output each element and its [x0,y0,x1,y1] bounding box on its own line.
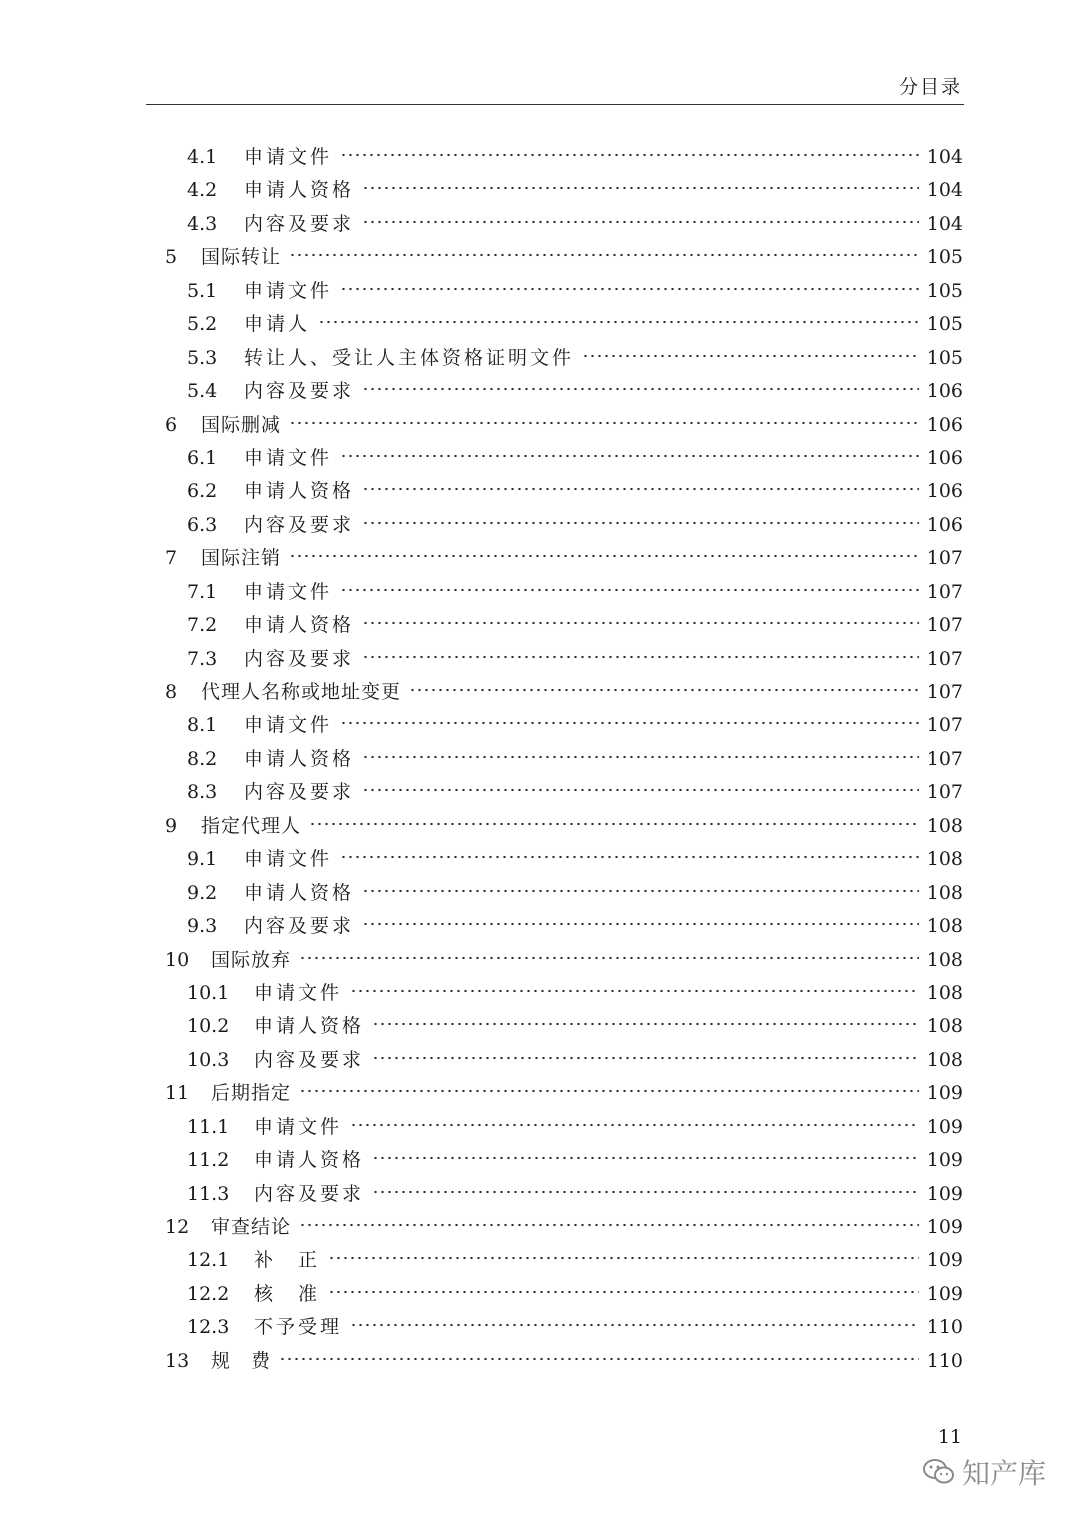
toc-entry-number: 6.2 [187,480,218,503]
toc-entry [165,241,963,274]
toc-entry-page: 108 [926,848,963,871]
toc-entry-title: 内容及要求 [244,513,355,536]
toc-entry [165,944,963,977]
toc-entry-page: 105 [926,346,963,369]
toc-entry-title: 申请人资格 [244,747,355,770]
toc-entry-title: 申请人资格 [254,1015,365,1038]
toc-entry-page: 107 [926,647,963,670]
toc-leader-dots [362,651,919,663]
toc-entry-title: 转让人、受让人主体资格证明文件 [244,346,575,369]
toc-entry [165,743,963,776]
toc-entry-title: 审查结论 [211,1216,292,1238]
toc-entry-number: 10.1 [187,981,230,1004]
toc-entry-page: 109 [926,1115,963,1138]
toc-entry-title: 申请人资格 [254,1149,365,1172]
toc-entry-title: 国际转让 [201,246,282,269]
toc-entry-number: 12 [165,1216,190,1238]
toc-entry [165,1144,963,1177]
toc-entry [165,509,963,542]
toc-leader-dots [362,182,919,194]
toc-entry-title: 国际注销 [201,547,282,570]
toc-leader-dots [362,918,919,930]
toc-entry-number: 8.1 [187,714,218,737]
toc-entry-number: 11.1 [187,1115,230,1138]
toc-entry [165,643,963,676]
toc-entry [165,208,963,241]
toc-entry [165,676,963,709]
toc-entry-title: 内容及要求 [254,1048,365,1071]
toc-entry-title: 内容及要求 [244,212,355,235]
toc-entry-page: 110 [926,1349,963,1372]
toc-leader-dots [362,885,919,897]
toc-entry-title: 申请文件 [244,714,333,737]
toc-entry-page: 108 [926,981,963,1004]
toc-entry [165,1244,963,1277]
toc-entry-title: 不予受理 [254,1316,343,1339]
toc-entry-title: 申请文件 [244,848,333,871]
toc-entry-page: 105 [926,313,963,336]
toc-entry-title: 核 准 [254,1282,321,1305]
toc-entry-number: 8.3 [187,781,218,804]
toc-leader-dots [299,1085,919,1097]
toc-entry-page: 106 [926,480,963,503]
toc-entry-page: 107 [926,781,963,804]
toc-leader-dots [299,952,919,964]
toc-entry [165,275,963,308]
toc-leader-dots [340,851,919,863]
toc-entry-number: 5.2 [187,313,218,336]
toc-entry-number: 12.2 [187,1282,230,1305]
watermark [922,1452,1046,1492]
toc-leader-dots [289,550,919,562]
toc-entry-number: 4.1 [187,146,218,168]
toc-entry-title: 申请人资格 [244,480,355,503]
toc-entry-number: 13 [165,1349,190,1372]
toc-entry-title: 内容及要求 [244,915,355,938]
toc-leader-dots [289,249,919,261]
toc-entry [165,308,963,341]
toc-entry-title: 申请文件 [254,981,343,1004]
toc-entry-title: 申请文件 [244,279,333,302]
toc-entry-number: 9 [165,814,178,837]
toc-entry [165,609,963,642]
toc-entry-title: 指定代理人 [201,814,302,837]
toc-leader-dots [350,1119,919,1131]
toc-entry-page: 109 [926,1216,963,1238]
toc-entry-page: 107 [926,614,963,637]
toc-entry-number: 7 [165,547,178,570]
toc-leader-dots [328,1252,919,1264]
toc-entry-number: 5.4 [187,380,218,403]
toc-entry-number: 10.3 [187,1048,230,1071]
table-of-contents [165,141,963,1378]
toc-entry [165,1044,963,1077]
toc-leader-dots [340,584,919,596]
toc-entry-title: 申请文件 [244,580,333,603]
toc-entry-page: 107 [926,747,963,770]
toc-entry [165,709,963,742]
toc-entry-title: 申请人 [244,313,311,336]
toc-leader-dots [318,316,919,328]
toc-entry [165,141,963,174]
toc-leader-dots [340,450,919,462]
toc-entry [165,1178,963,1211]
toc-entry-number: 4.3 [187,212,218,235]
toc-entry-title: 申请人资格 [244,881,355,904]
toc-leader-dots [340,283,919,295]
toc-entry-number: 5.3 [187,346,218,369]
toc-entry [165,843,963,876]
toc-leader-dots [372,1186,919,1198]
toc-entry-number: 6 [165,413,178,436]
toc-leader-dots [328,1286,919,1298]
toc-leader-dots [362,383,919,395]
toc-entry-page: 109 [926,1249,963,1272]
toc-entry [165,877,963,910]
toc-entry-page: 108 [926,915,963,938]
toc-entry-number: 9.1 [187,848,218,871]
toc-entry [165,1111,963,1144]
toc-leader-dots [362,216,919,228]
toc-leader-dots [362,784,919,796]
toc-entry-page: 107 [926,580,963,603]
toc-entry-title: 申请文件 [244,146,333,168]
toc-entry-page: 106 [926,413,963,436]
header-title: 分目录 [898,76,962,98]
toc-leader-dots [362,483,919,495]
toc-entry [165,910,963,943]
toc-leader-dots [340,149,919,161]
toc-entry-number: 7.2 [187,614,218,637]
toc-entry-page: 109 [926,1182,963,1205]
toc-entry-number: 8.2 [187,747,218,770]
watermark-text: 知产库 [961,1457,1046,1490]
toc-entry [165,776,963,809]
toc-entry-number: 5.1 [187,279,218,302]
toc-entry [165,542,963,575]
toc-leader-dots [372,1018,919,1030]
toc-entry-title: 申请人资格 [244,179,355,202]
toc-entry-title: 国际删减 [201,413,282,436]
toc-entry [165,174,963,207]
toc-entry-number: 7.1 [187,580,218,603]
toc-entry-title: 规 费 [211,1349,272,1372]
toc-entry [165,977,963,1010]
toc-leader-dots [582,350,919,362]
toc-leader-dots [362,751,919,763]
page-number: 11 [937,1426,962,1448]
toc-entry [165,409,963,442]
toc-entry-page: 107 [926,681,963,703]
toc-entry-title: 申请人资格 [244,614,355,637]
toc-entry-number: 9.3 [187,915,218,938]
toc-entry [165,1278,963,1311]
toc-entry-title: 后期指定 [211,1082,292,1105]
toc-leader-dots [350,1319,919,1331]
toc-entry [165,1211,963,1244]
toc-leader-dots [409,684,919,696]
toc-entry [165,810,963,843]
toc-entry-number: 11.3 [187,1182,230,1205]
toc-entry-number: 9.2 [187,881,218,904]
toc-entry [165,375,963,408]
toc-entry-title: 补 正 [254,1249,321,1272]
toc-entry-page: 105 [926,279,963,302]
header-rule [146,104,964,105]
toc-entry-page: 104 [926,146,963,168]
toc-entry-title: 代理人名称或地址变更 [201,681,402,703]
toc-entry-page: 108 [926,814,963,837]
toc-leader-dots [362,517,919,529]
toc-entry-page: 109 [926,1082,963,1105]
toc-entry [165,475,963,508]
toc-entry-page: 106 [926,446,963,469]
toc-entry-number: 4.2 [187,179,218,202]
toc-entry-title: 内容及要求 [244,781,355,804]
toc-entry [165,1345,963,1378]
toc-entry-page: 105 [926,246,963,269]
toc-entry-number: 12.3 [187,1316,230,1339]
toc-entry-number: 10.2 [187,1015,230,1038]
toc-entry-number: 11 [165,1082,190,1105]
toc-entry-number: 12.1 [187,1249,230,1272]
toc-entry-page: 108 [926,1015,963,1038]
toc-entry-page: 107 [926,547,963,570]
toc-entry-number: 7.3 [187,647,218,670]
toc-entry [165,1077,963,1110]
toc-entry-title: 内容及要求 [254,1182,365,1205]
toc-entry-page: 104 [926,179,963,202]
toc-entry-page: 109 [926,1282,963,1305]
wechat-icon [922,1457,956,1487]
toc-entry-number: 5 [165,246,178,269]
toc-leader-dots [279,1353,919,1365]
toc-leader-dots [372,1052,919,1064]
toc-leader-dots [350,985,919,997]
toc-entry-title: 内容及要求 [244,380,355,403]
toc-entry-page: 109 [926,1149,963,1172]
toc-entry-title: 申请文件 [244,446,333,469]
toc-entry-page: 107 [926,714,963,737]
toc-entry [165,576,963,609]
toc-entry-page: 110 [926,1316,963,1339]
toc-entry-number: 6.1 [187,446,218,469]
toc-leader-dots [372,1152,919,1164]
toc-entry-page: 108 [926,881,963,904]
toc-entry [165,1010,963,1043]
toc-entry-title: 国际放弃 [211,948,292,971]
toc-entry-title: 申请文件 [254,1115,343,1138]
toc-leader-dots [289,417,919,429]
toc-entry-number: 11.2 [187,1149,230,1172]
toc-leader-dots [309,818,919,830]
toc-leader-dots [340,717,919,729]
toc-entry-page: 104 [926,212,963,235]
toc-entry-page: 108 [926,948,963,971]
toc-entry-number: 6.3 [187,513,218,536]
toc-entry [165,442,963,475]
toc-entry [165,342,963,375]
toc-entry-number: 8 [165,681,178,703]
toc-entry [165,1311,963,1344]
toc-entry-title: 内容及要求 [244,647,355,670]
toc-leader-dots [299,1219,919,1231]
toc-entry-page: 106 [926,380,963,403]
toc-entry-page: 108 [926,1048,963,1071]
toc-entry-page: 106 [926,513,963,536]
toc-leader-dots [362,617,919,629]
toc-entry-number: 10 [165,948,190,971]
